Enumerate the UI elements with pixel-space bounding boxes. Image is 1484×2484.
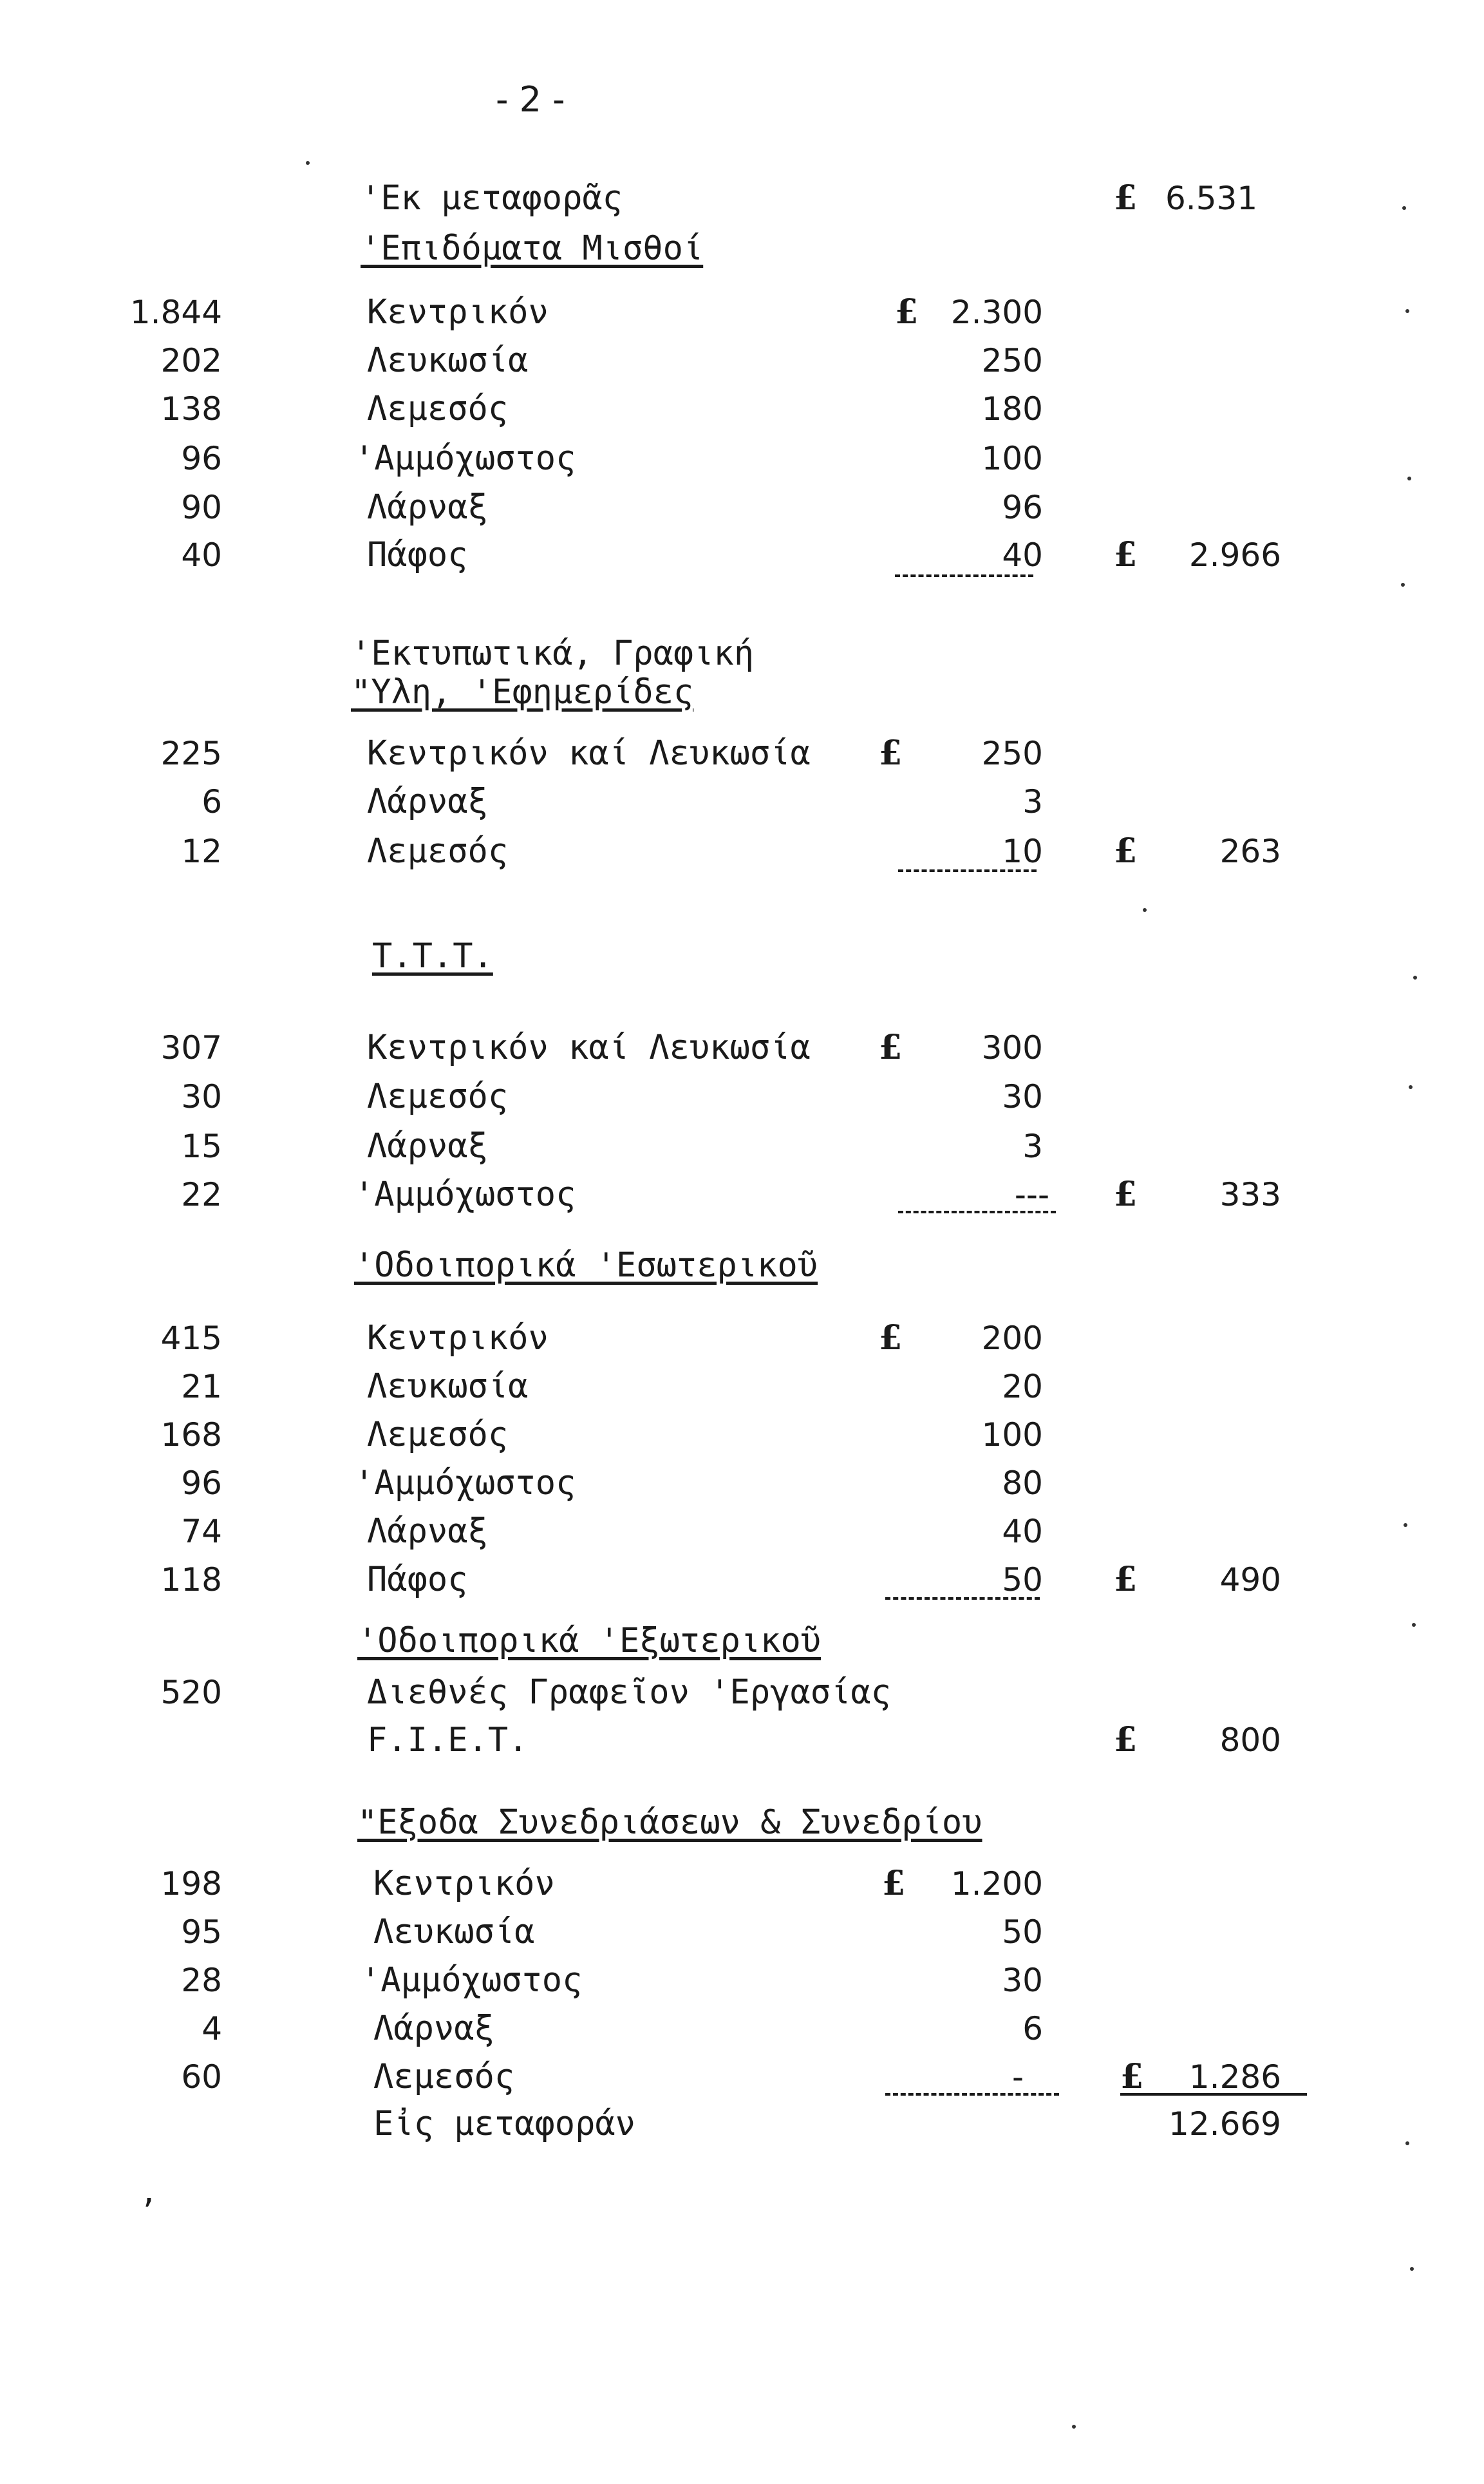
row-amount: 250: [981, 342, 1043, 379]
row-label: Λευκωσία: [367, 1367, 529, 1406]
section-title-ttt: Τ.Τ.Τ.: [372, 937, 493, 976]
row-label: Λάρναξ: [367, 1512, 488, 1551]
row-ref: 202: [160, 342, 222, 379]
row-currency: £: [879, 1318, 903, 1358]
row-ref: 96: [181, 440, 222, 477]
row-ref: 6: [202, 783, 222, 820]
row-amount: -: [1011, 2058, 1024, 2096]
subtotal-rule: [885, 2093, 1059, 2096]
scan-speck: [1143, 908, 1147, 912]
row-amount: 6: [1022, 2010, 1043, 2047]
scan-speck: [306, 161, 310, 165]
row-currency: £: [879, 734, 903, 773]
row-ref: 96: [181, 1465, 222, 1502]
row-amount: 30: [1002, 1962, 1043, 1999]
row-label: Κεντρικόν: [373, 1864, 555, 1903]
row-amount: 50: [1002, 1561, 1043, 1598]
row-label: Λεμεσός: [367, 1416, 509, 1454]
section-title-meetings-congress: "Εξοδα Συνεδριάσεων & Συνεδρίου: [357, 1803, 982, 1842]
row-label: Λάρναξ: [367, 488, 488, 527]
row-amount: 40: [1002, 1513, 1043, 1550]
row-ref: 21: [181, 1368, 222, 1405]
page-number: - 2 -: [496, 79, 565, 120]
subtotal-rule: [898, 869, 1037, 872]
row-amount: 50: [1002, 1913, 1043, 1951]
row-amount: 250: [981, 735, 1043, 772]
section-total-domestic-travel: 490: [1219, 1561, 1281, 1598]
grand-total-rule: [1120, 2093, 1307, 2096]
scan-speck: [1410, 2267, 1414, 2271]
row-label: Πάφος: [367, 1560, 468, 1599]
row-amount: 30: [1002, 1078, 1043, 1115]
row-currency: £: [879, 1028, 903, 1067]
row-label: Λεμεσός: [367, 1077, 509, 1116]
row-label: Κεντρικόν: [367, 293, 549, 332]
row-ref: 138: [160, 390, 222, 428]
section-title-printing-line2: "Υλη, 'Εφημερίδες: [351, 673, 694, 712]
section-total-currency: £: [1114, 1560, 1138, 1599]
row-label: Λεμεσός: [373, 2058, 515, 2096]
section-total-currency: £: [1114, 831, 1138, 871]
scan-speck: [1405, 2141, 1409, 2145]
row-amount: 1.200: [950, 1865, 1043, 1902]
carry-in-currency: £: [1114, 178, 1138, 218]
row-label: Διεθνές Γραφεῖον 'Εργασίας: [367, 1673, 891, 1712]
section-total-meetings-congress: 1.286: [1188, 2058, 1281, 2096]
section-title-foreign-travel: 'Οδοιπορικά 'Εξωτερικοῦ: [357, 1622, 822, 1660]
scan-speck: [1404, 1523, 1407, 1527]
row-currency: £: [882, 1864, 906, 1903]
row-ref: 74: [181, 1513, 222, 1550]
row-label: Λευκωσία: [373, 1913, 535, 1951]
row-amount: 180: [981, 390, 1043, 428]
row-amount: 80: [1002, 1465, 1043, 1502]
row-label: Κεντρικόν καί Λευκωσία: [367, 1029, 811, 1067]
section-total-ttt: 333: [1219, 1176, 1281, 1213]
row-label: Λευκωσία: [367, 341, 529, 380]
carry-out-label: Εἰς μεταφοράν: [373, 2105, 635, 2143]
row-ref: 307: [160, 1029, 222, 1067]
row-amount: 200: [981, 1320, 1043, 1357]
scan-speck: [1072, 2425, 1076, 2429]
row-ref: 95: [181, 1913, 222, 1951]
row-label: 'Αμμόχωστος: [354, 1175, 576, 1214]
row-label: Κεντρικόν: [367, 1319, 549, 1358]
section-total-allowances: 2.966: [1188, 536, 1281, 574]
scan-speck: [1407, 477, 1411, 480]
scan-speck: [1412, 1623, 1416, 1627]
section-total-printing: 263: [1219, 833, 1281, 870]
row-amount: 100: [981, 440, 1043, 477]
row-label: Λάρναξ: [367, 782, 488, 821]
section-total-currency: £: [1114, 535, 1138, 574]
row-label: Κεντρικόν καί Λευκωσία: [367, 734, 811, 773]
scan-speck: [1413, 976, 1417, 980]
carry-out-amount: 12.669: [1169, 2105, 1281, 2143]
carry-in-amount: 6.531: [1165, 180, 1258, 217]
row-ref: 60: [181, 2058, 222, 2096]
row-ref: 198: [160, 1865, 222, 1902]
row-ref: 28: [181, 1962, 222, 1999]
section-total-currency: £: [1114, 1175, 1138, 1214]
scan-speck: [1402, 206, 1406, 210]
section-title-allowances-salaries: 'Επιδόματα Μισθοί: [361, 229, 704, 268]
section-total-currency: £: [1114, 1720, 1138, 1759]
row-amount: 40: [1002, 536, 1043, 574]
row-ref: 225: [160, 735, 222, 772]
row-label: 'Αμμόχωστος: [361, 1961, 583, 2000]
row-label: 'Αμμόχωστος: [354, 439, 576, 478]
row-label: Πάφος: [367, 536, 468, 574]
row-label: Λάρναξ: [367, 1127, 488, 1166]
carry-in-label: 'Εκ μεταφορᾶς: [361, 179, 623, 218]
scan-speck: [1405, 309, 1409, 313]
section-total-foreign-travel: 800: [1219, 1721, 1281, 1759]
row-ref: 22: [181, 1176, 222, 1213]
row-ref: 168: [160, 1416, 222, 1454]
row-amount: 10: [1002, 833, 1043, 870]
subtotal-rule: [885, 1597, 1040, 1600]
scan-speck: [1401, 583, 1405, 587]
row-ref: 4: [202, 2010, 222, 2047]
row-label: 'Αμμόχωστος: [354, 1464, 576, 1503]
row-ref: 12: [181, 833, 222, 870]
row-ref: 118: [160, 1561, 222, 1598]
section-title-domestic-travel: 'Οδοιπορικά 'Εσωτερικοῦ: [354, 1246, 818, 1285]
row-label: Λάρναξ: [373, 2009, 494, 2048]
row-currency: £: [895, 292, 919, 332]
stray-comma-mark: ,: [143, 2170, 155, 2212]
row-ref: 90: [181, 489, 222, 526]
row-ref: 15: [181, 1128, 222, 1165]
row-ref: 30: [181, 1078, 222, 1115]
row-amount: 96: [1002, 489, 1043, 526]
row-amount: 20: [1002, 1368, 1043, 1405]
row-ref: 520: [160, 1674, 222, 1711]
row-amount: 100: [981, 1416, 1043, 1454]
row-amount: 300: [981, 1029, 1043, 1067]
scan-speck: [1409, 1085, 1413, 1089]
row-ref: 1.844: [129, 294, 222, 331]
subtotal-rule: [895, 574, 1033, 577]
row-label: F.I.E.T.: [367, 1721, 529, 1759]
row-amount: 2.300: [950, 294, 1043, 331]
row-ref: 415: [160, 1320, 222, 1357]
section-total-currency: £: [1120, 2057, 1144, 2096]
section-title-printing-line1: 'Εκτυπωτικά, Γραφική: [351, 634, 755, 673]
row-ref: 40: [181, 536, 222, 574]
row-amount: ---: [1014, 1176, 1049, 1213]
row-amount: 3: [1022, 1128, 1043, 1165]
row-label: Λεμεσός: [367, 390, 509, 428]
row-label: Λεμεσός: [367, 832, 509, 871]
subtotal-rule: [898, 1211, 1056, 1213]
row-amount: 3: [1022, 783, 1043, 820]
